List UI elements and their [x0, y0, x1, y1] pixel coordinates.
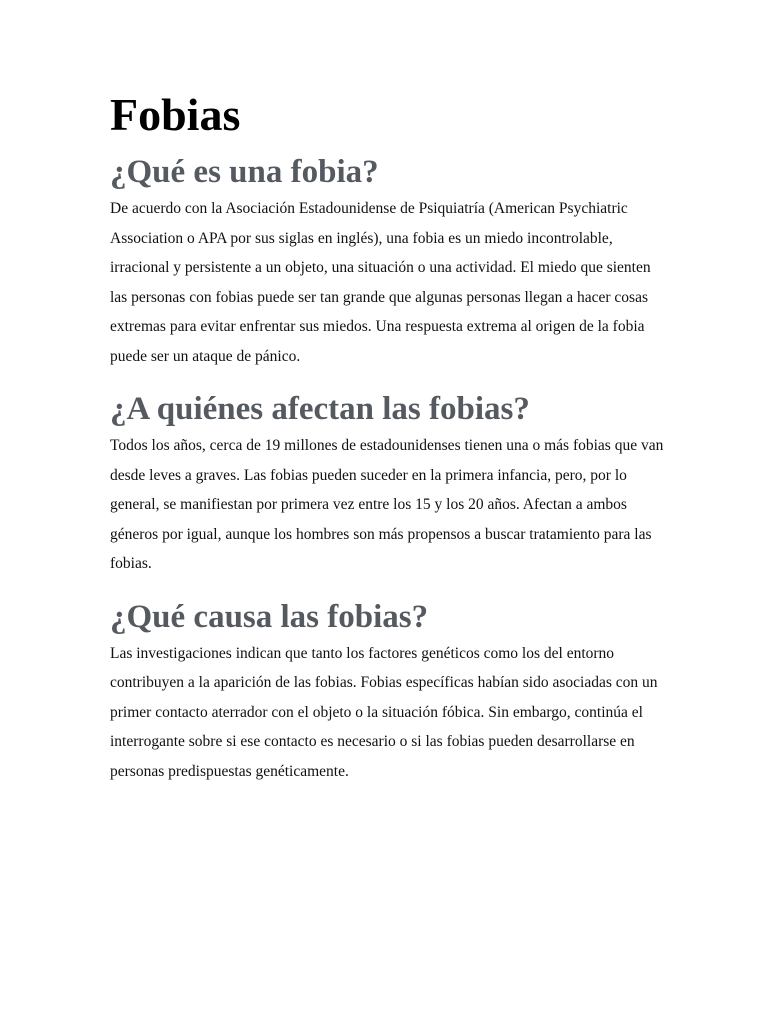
document-page [110, 88, 670, 804]
section-heading: ¿Qué es una fobia? [110, 154, 379, 190]
section-que-causa [110, 597, 670, 787]
section-paragraph: De acuerdo con la Asociación Estadounidense de Psiquiatría (American Psychiatric Association o APA por sus siglas en inglés), una fobia es un miedo incontrolable, irracional y persistente a un objeto, una situación o una actividad. El miedo que sienten las personas con fobias puede ser tan grande que algunas personas llegan a hacer cosas extremas para evitar enfrentar sus miedos. Una respuesta extrema al origen de la fobia puede ser un ataque de pánico. [110, 200, 651, 365]
section-paragraph: Las investigaciones indican que tanto los factores genéticos como los del entorno contribuyen a la aparición de las fobias. Fobias específicas habían sido asociadas con un primer contacto aterrador con el objeto o la situación fóbica. Sin embargo, continúa el interrogante sobre si ese contacto es necesario o si las fobias pueden desarrollarse en personas predispuestas genéticamente. [110, 644, 658, 780]
section-heading: ¿Qué causa las fobias? [110, 598, 429, 635]
section-que-es [110, 152, 670, 371]
page-title: Fobias [110, 89, 241, 140]
section-heading: ¿A quiénes afectan las fobias? [110, 391, 530, 427]
section-paragraph: Todos los años, cerca de 19 millones de estadounidenses tienen una o más fobias que van desde leves a graves. Las fobias pueden suceder en la primera infancia, pero, por lo general, se manifiestan por primera vez entre los 15 y los 20 años. Afectan a ambos géneros por igual, aunque los hombres son más propensos a buscar tratamiento para las fobias. [110, 437, 664, 572]
section-a-quienes [110, 389, 670, 579]
